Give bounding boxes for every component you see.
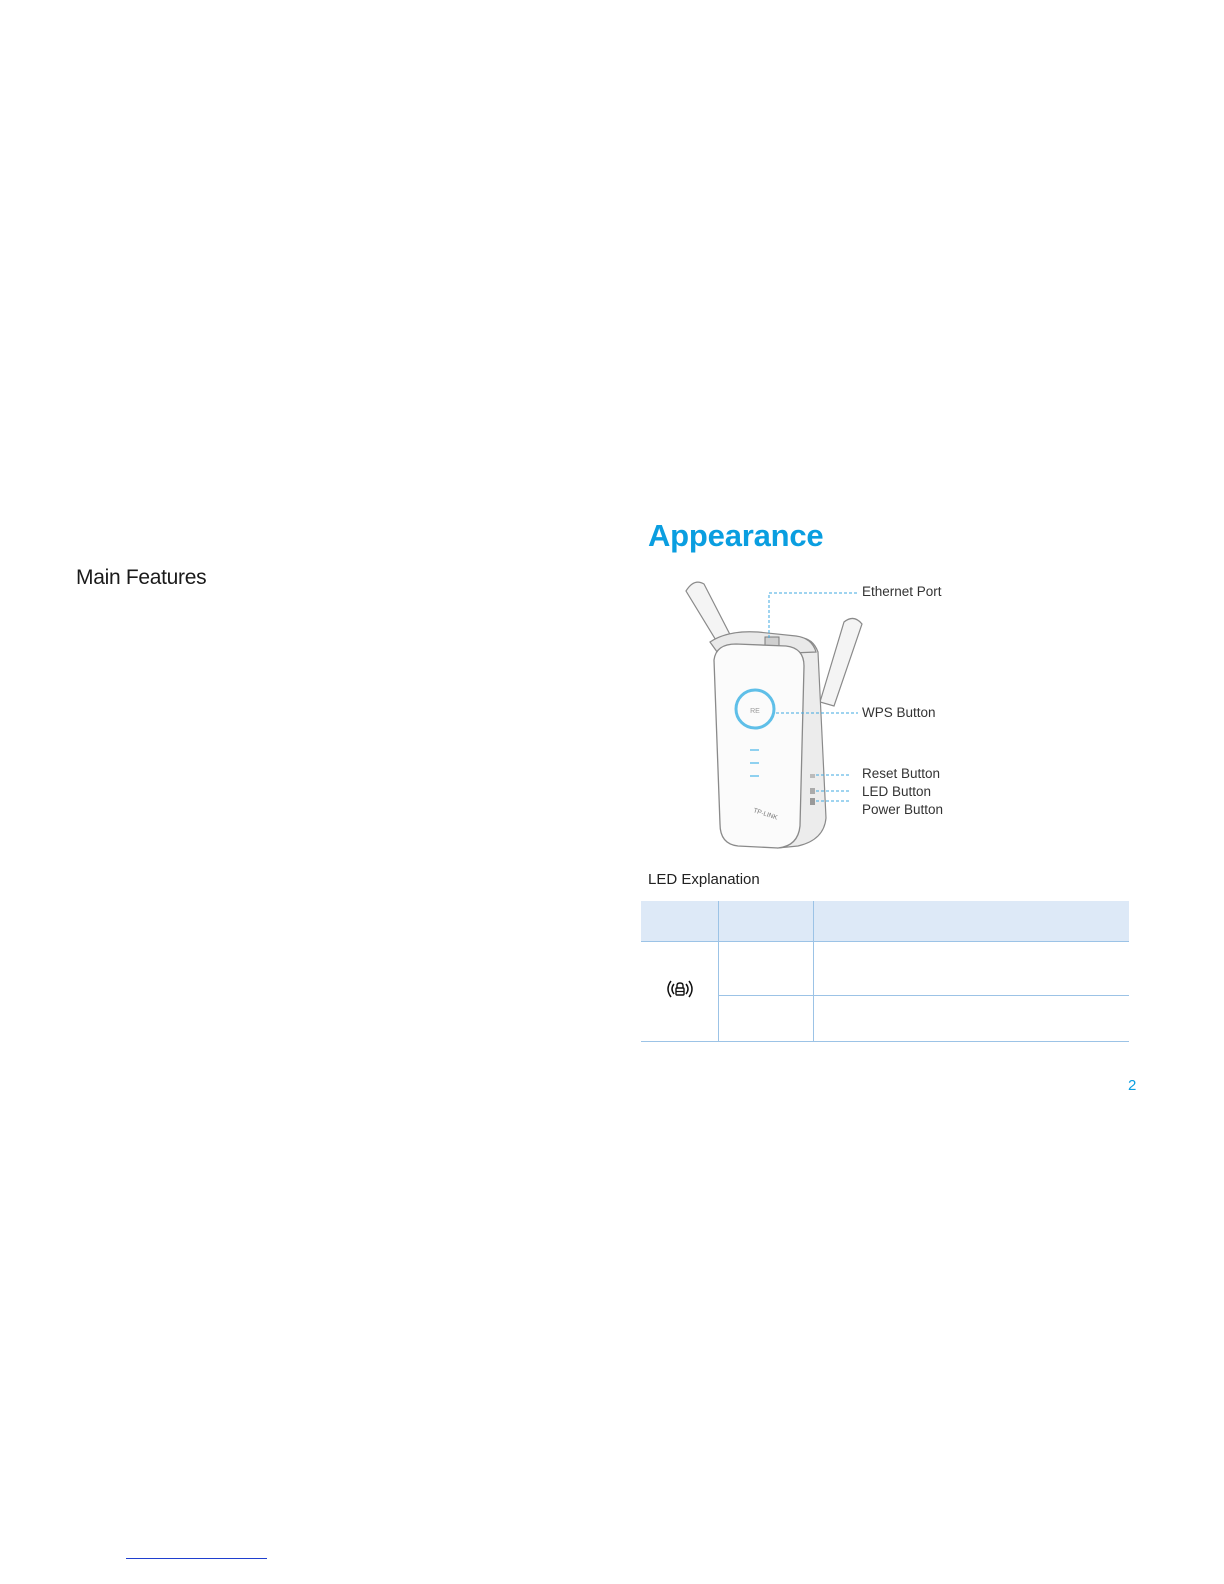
indication-cell [814,942,1130,996]
header-cell [641,901,719,942]
reset-button-callout: Reset Button [862,766,941,781]
footnote-divider [126,1558,267,1559]
status-cell [719,996,814,1042]
table-row [641,942,1129,996]
device-figure [648,556,988,866]
main-features-heading: Main Features [76,566,207,589]
appearance-heading: Appearance [648,518,824,553]
power-button-callout: Power Button [862,802,944,817]
range-extender-illustration [648,556,988,866]
page-number: 2 [1128,1077,1137,1094]
led-icon-cell [641,942,719,1042]
header-cell [814,901,1130,942]
table-header-row [641,901,1129,942]
led-explanation-heading: LED Explanation [648,871,760,888]
device-logo: TP-LINK [752,807,779,822]
ethernet-port-callout: Ethernet Port [862,584,942,599]
indication-cell [814,996,1130,1042]
svg-text:RE: RE [750,708,760,715]
header-cell [719,901,814,942]
wireless-lock-icon [663,978,697,1000]
led-button-callout: LED Button [862,784,932,799]
status-cell [719,942,814,996]
wps-button-callout: WPS Button [862,705,936,720]
led-explanation-table [641,901,1129,1042]
